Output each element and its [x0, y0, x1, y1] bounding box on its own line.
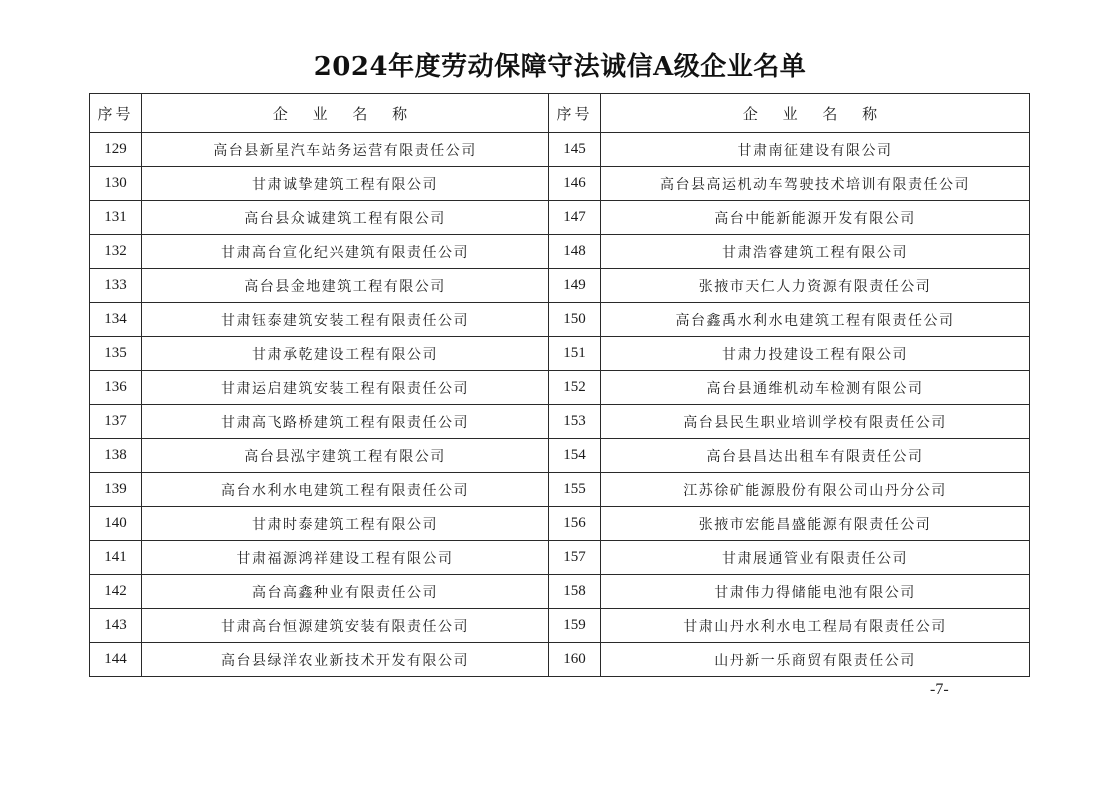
right-serial-cell: 155 [549, 473, 601, 507]
right-company-name-cell: 高台县高运机动车驾驶技术培训有限责任公司 [601, 167, 1030, 201]
left-company-name-cell: 高台县绿洋农业新技术开发有限公司 [142, 643, 549, 677]
left-company-name-cell: 甘肃高台宣化纪兴建筑有限责任公司 [142, 235, 549, 269]
table-row [90, 371, 1030, 405]
right-company-name-cell: 甘肃山丹水利水电工程局有限责任公司 [601, 609, 1030, 643]
right-company-name-cell: 高台县民生职业培训学校有限责任公司 [601, 405, 1030, 439]
left-serial-cell: 140 [90, 507, 142, 541]
right-serial-cell: 154 [549, 439, 601, 473]
table-row [90, 167, 1030, 201]
left-serial-cell: 129 [90, 133, 142, 167]
left-company-name-cell: 甘肃诚挚建筑工程有限公司 [142, 167, 549, 201]
table-row [90, 643, 1030, 677]
table-row [90, 337, 1030, 371]
left-serial-cell: 139 [90, 473, 142, 507]
right-company-name-cell: 高台县通维机动车检测有限公司 [601, 371, 1030, 405]
table-row [90, 439, 1030, 473]
right-company-name-cell: 高台鑫禹水利水电建筑工程有限责任公司 [601, 303, 1030, 337]
right-company-name-cell: 张掖市天仁人力资源有限责任公司 [601, 269, 1030, 303]
left-company-name-cell: 高台高鑫种业有限责任公司 [142, 575, 549, 609]
table-header-row [90, 94, 1030, 133]
table-row [90, 235, 1030, 269]
right-serial-cell: 148 [549, 235, 601, 269]
right-serial-cell: 160 [549, 643, 601, 677]
left-serial-cell: 136 [90, 371, 142, 405]
right-serial-header: 序号 [549, 94, 601, 133]
right-company-name-cell: 甘肃展通管业有限责任公司 [601, 541, 1030, 575]
table-row [90, 303, 1030, 337]
table-row [90, 269, 1030, 303]
left-serial-header: 序号 [90, 94, 142, 133]
enterprise-list-table [89, 93, 1030, 677]
right-company-name-cell: 山丹新一乐商贸有限责任公司 [601, 643, 1030, 677]
table-row [90, 541, 1030, 575]
right-serial-cell: 153 [549, 405, 601, 439]
left-company-name-cell: 甘肃钰泰建筑安装工程有限责任公司 [142, 303, 549, 337]
right-company-name-cell: 甘肃南征建设有限公司 [601, 133, 1030, 167]
right-serial-cell: 156 [549, 507, 601, 541]
right-serial-cell: 150 [549, 303, 601, 337]
table-row [90, 473, 1030, 507]
left-serial-cell: 141 [90, 541, 142, 575]
left-company-name-cell: 高台县众诚建筑工程有限公司 [142, 201, 549, 235]
left-company-name-cell: 高台县新星汽车站务运营有限责任公司 [142, 133, 549, 167]
table-body [90, 133, 1030, 677]
left-serial-cell: 132 [90, 235, 142, 269]
right-serial-cell: 158 [549, 575, 601, 609]
right-serial-cell: 146 [549, 167, 601, 201]
page-title: 2024年度劳动保障守法诚信A级企业名单 [313, 52, 807, 82]
right-serial-cell: 157 [549, 541, 601, 575]
right-company-name-cell: 张掖市宏能昌盛能源有限责任公司 [601, 507, 1030, 541]
right-company-name-header: 企 业 名 称 [601, 94, 1030, 133]
left-serial-cell: 138 [90, 439, 142, 473]
left-company-name-cell: 甘肃承乾建设工程有限公司 [142, 337, 549, 371]
table-row [90, 405, 1030, 439]
left-company-name-header: 企 业 名 称 [142, 94, 549, 133]
left-serial-cell: 131 [90, 201, 142, 235]
right-company-name-cell: 甘肃力投建设工程有限公司 [601, 337, 1030, 371]
left-company-name-cell: 甘肃时泰建筑工程有限公司 [142, 507, 549, 541]
table-row [90, 575, 1030, 609]
left-serial-cell: 144 [90, 643, 142, 677]
left-company-name-cell: 高台县金地建筑工程有限公司 [142, 269, 549, 303]
right-company-name-cell: 高台县昌达出租车有限责任公司 [601, 439, 1030, 473]
left-serial-cell: 143 [90, 609, 142, 643]
right-serial-cell: 159 [549, 609, 601, 643]
right-serial-cell: 145 [549, 133, 601, 167]
left-company-name-cell: 甘肃高台恒源建筑安装有限责任公司 [142, 609, 549, 643]
table-row [90, 609, 1030, 643]
left-serial-cell: 135 [90, 337, 142, 371]
left-serial-cell: 133 [90, 269, 142, 303]
left-company-name-cell: 甘肃福源鸿祥建设工程有限公司 [142, 541, 549, 575]
right-serial-cell: 147 [549, 201, 601, 235]
right-company-name-cell: 江苏徐矿能源股份有限公司山丹分公司 [601, 473, 1030, 507]
left-serial-cell: 137 [90, 405, 142, 439]
left-company-name-cell: 高台水利水电建筑工程有限责任公司 [142, 473, 549, 507]
left-company-name-cell: 高台县泓宇建筑工程有限公司 [142, 439, 549, 473]
right-company-name-cell: 高台中能新能源开发有限公司 [601, 201, 1030, 235]
table-row [90, 133, 1030, 167]
table-row [90, 507, 1030, 541]
left-serial-cell: 130 [90, 167, 142, 201]
right-serial-cell: 152 [549, 371, 601, 405]
right-company-name-cell: 甘肃浩睿建筑工程有限公司 [601, 235, 1030, 269]
left-company-name-cell: 甘肃高飞路桥建筑工程有限责任公司 [142, 405, 549, 439]
right-serial-cell: 149 [549, 269, 601, 303]
page-number: -7- [930, 681, 949, 698]
left-serial-cell: 142 [90, 575, 142, 609]
left-company-name-cell: 甘肃运启建筑安装工程有限责任公司 [142, 371, 549, 405]
right-company-name-cell: 甘肃伟力得储能电池有限公司 [601, 575, 1030, 609]
right-serial-cell: 151 [549, 337, 601, 371]
table-row [90, 201, 1030, 235]
left-serial-cell: 134 [90, 303, 142, 337]
